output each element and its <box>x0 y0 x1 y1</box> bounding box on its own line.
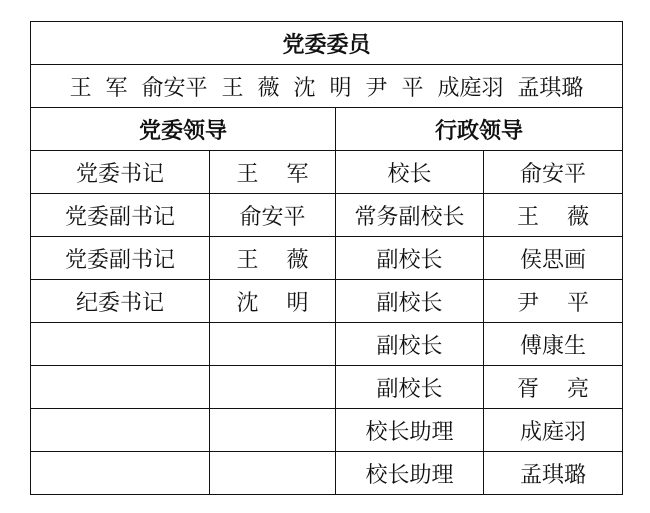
admin-role-cell: 常务副校长 <box>336 194 484 237</box>
table-row <box>31 409 623 452</box>
admin-role-cell: 副校长 <box>336 280 484 323</box>
table-row <box>31 323 623 366</box>
leadership-table <box>30 21 623 495</box>
admin-role-cell: 校长助理 <box>336 452 484 495</box>
party-role-cell: 党委书记 <box>31 151 210 194</box>
admin-name-cell: 俞安平 <box>484 151 623 194</box>
admin-name-cell: 侯思画 <box>484 237 623 280</box>
admin-name-cell: 傅康生 <box>484 323 623 366</box>
admin-role-cell: 副校长 <box>336 366 484 409</box>
table-row <box>31 280 623 323</box>
admin-role-cell: 副校长 <box>336 323 484 366</box>
admin-name-cell: 孟琪璐 <box>484 452 623 495</box>
table-title: 党委委员 <box>31 22 623 65</box>
party-name-cell <box>210 366 336 409</box>
party-role-cell <box>31 452 210 495</box>
party-name-cell <box>210 323 336 366</box>
party-role-cell: 纪委书记 <box>31 280 210 323</box>
party-name-cell: 俞安平 <box>210 194 336 237</box>
party-role-cell <box>31 323 210 366</box>
admin-name-cell: 王 薇 <box>484 194 623 237</box>
party-role-cell <box>31 366 210 409</box>
table-row <box>31 237 623 280</box>
title-row <box>31 22 623 65</box>
members-row <box>31 65 623 108</box>
party-name-cell: 王 军 <box>210 151 336 194</box>
party-name-cell: 沈 明 <box>210 280 336 323</box>
party-leaders-header: 党委领导 <box>31 108 336 151</box>
admin-role-cell: 校长助理 <box>336 409 484 452</box>
party-role-cell: 党委副书记 <box>31 237 210 280</box>
admin-name-cell: 成庭羽 <box>484 409 623 452</box>
party-name-cell <box>210 409 336 452</box>
admin-role-cell: 校长 <box>336 151 484 194</box>
admin-role-cell: 副校长 <box>336 237 484 280</box>
party-name-cell <box>210 452 336 495</box>
table-row <box>31 366 623 409</box>
table-row <box>31 194 623 237</box>
party-role-cell: 党委副书记 <box>31 194 210 237</box>
admin-leaders-header: 行政领导 <box>336 108 623 151</box>
members-list: 王 军 俞安平 王 薇 沈 明 尹 平 成庭羽 孟琪璐 <box>31 65 623 108</box>
table-row <box>31 452 623 495</box>
party-role-cell <box>31 409 210 452</box>
table-row <box>31 151 623 194</box>
admin-name-cell: 胥 亮 <box>484 366 623 409</box>
party-name-cell: 王 薇 <box>210 237 336 280</box>
section-header-row <box>31 108 623 151</box>
admin-name-cell: 尹 平 <box>484 280 623 323</box>
